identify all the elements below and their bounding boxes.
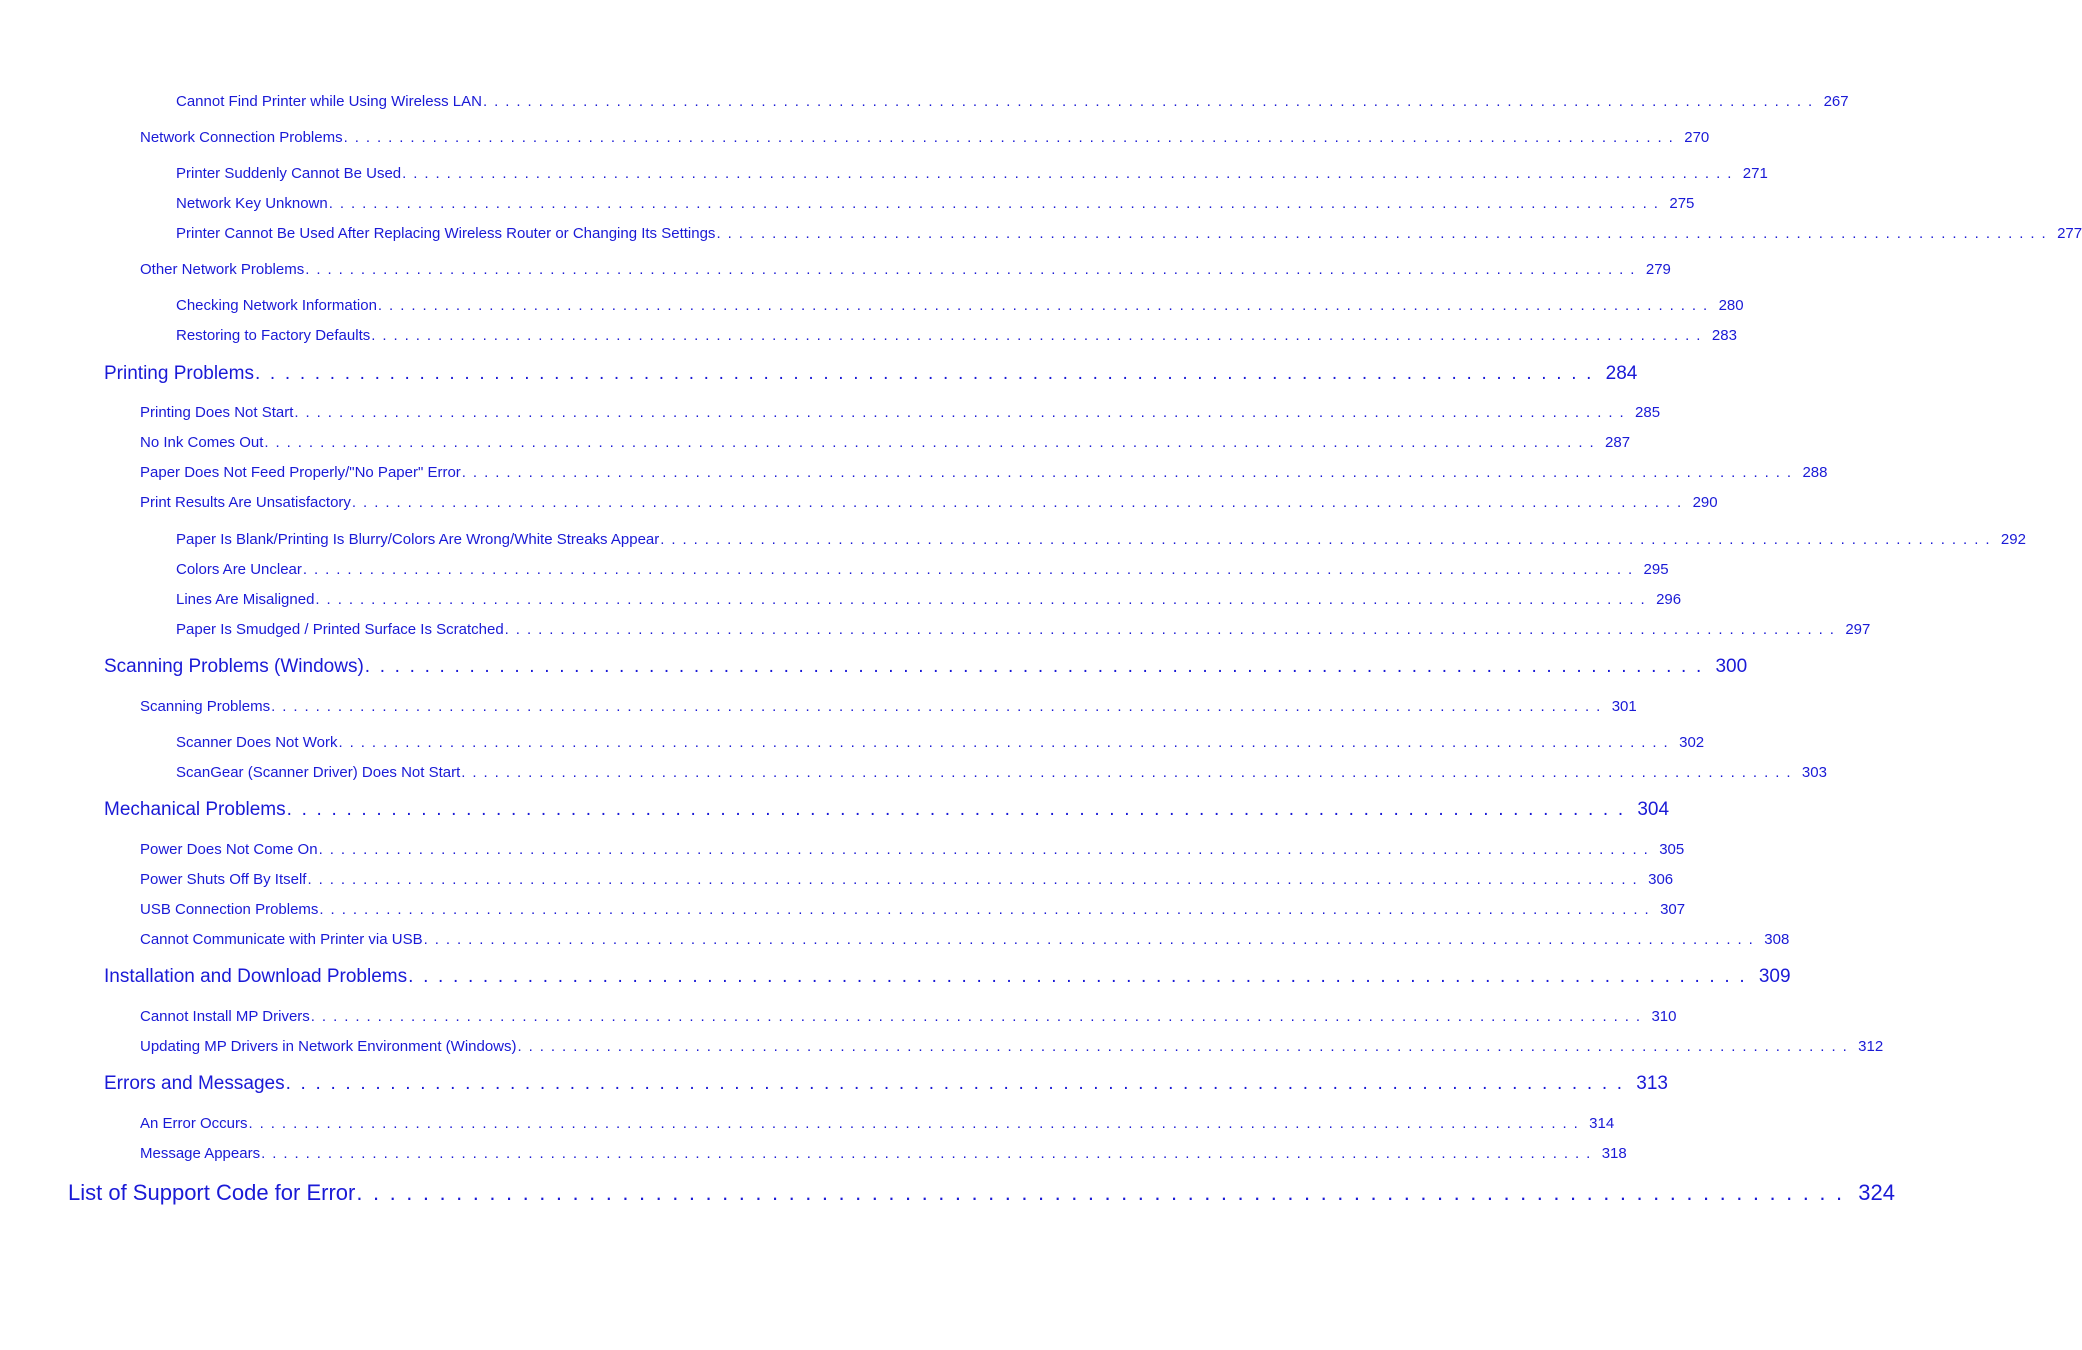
dot-leader: . . . . . . . . . . . . . . . . . . . . . . . . . . . . . . . . . . . . . . . . . . . . . . . . . . . . . . . . . . . . . . . . . . . . . . . . . . . . . . . . . . . . . . . . . . . . . . . . . . . . . . . . . . . . . . . . . . . . . . . . [482, 93, 1814, 110]
dot-leader: . . . . . . . . . . . . . . . . . . . . . . . . . . . . . . . . . . . . . . . . . . . . . . . . . . . . . . . . . . . . . . . . . . . . . . . . . . . . . . . . . . . . . . . . . . [285, 1073, 1625, 1094]
dot-leader: . . . . . . . . . . . . . . . . . . . . . . . . . . . . . . . . . . . . . . . . . . . . . . . . . . . . . . . . . . . . . . . . . . . . . . . . . . . . . . . . . . . . . . . . . . . . . . . . . . . . . . . . . . . . . . . . . . . . . . . . [423, 931, 1755, 948]
dot-leader: . . . . . . . . . . . . . . . . . . . . . . . . . . . . . . . . . . . . . . . . . . . . . . . . . . . . . . . . . . . . . . . . . . . . . . . . . . . . . . . . . . . . . . . . . . . . . . . . . . . . . . . . . . . . . . . . . . . . . . . . [294, 404, 1626, 421]
dot-leader: . . . . . . . . . . . . . . . . . . . . . . . . . . . . . . . . . . . . . . . . . . . . . . . . . . . . . . . . . . . . . . . . . . . . . . . . . . . . . . . . . . . . . . . . . . [356, 1180, 1845, 1205]
toc-entry-title: Paper Is Smudged / Printed Surface Is Scratched [176, 621, 504, 638]
toc-entry-page: 305 [1659, 841, 1685, 858]
toc-entry[interactable] [140, 1114, 1615, 1134]
dot-leader: . . . . . . . . . . . . . . . . . . . . . . . . . . . . . . . . . . . . . . . . . . . . . . . . . . . . . . . . . . . . . . . . . . . . . . . . . . . . . . . . . . . . . . . . . . . . . . . . . . . . . . . . . . . . . . . . . . . . . . . . [371, 327, 1702, 344]
toc-entry-page: 292 [2000, 531, 2026, 548]
toc-entry[interactable] [176, 92, 1849, 112]
dot-leader: . . . . . . . . . . . . . . . . . . . . . . . . . . . . . . . . . . . . . . . . . . . . . . . . . . . . . . . . . . . . . . . . . . . . . . . . . . . . . . . . . . . . . . . . . . . . . . . . . . . . . . . . . . . . . . . . . . . . . . . . [302, 561, 1634, 578]
toc-entry-title: Cannot Find Printer while Using Wireless LAN [176, 93, 482, 110]
toc-entry[interactable] [176, 296, 1744, 316]
toc-entry-page: 313 [1636, 1073, 1668, 1094]
toc-entry-title: Scanner Does Not Work [176, 734, 338, 751]
dot-leader: . . . . . . . . . . . . . . . . . . . . . . . . . . . . . . . . . . . . . . . . . . . . . . . . . . . . . . . . . . . . . . . . . . . . . . . . . . . . . . . . . . . . . . . . . . . . . . . . . . . . . . . . . . . . . . . . . . . . . . . . [319, 901, 1651, 918]
dot-leader: . . . . . . . . . . . . . . . . . . . . . . . . . . . . . . . . . . . . . . . . . . . . . . . . . . . . . . . . . . . . . . . . . . . . . . . . . . . . . . . . . . . . . . . . . . . . . . . . . . . . . . . . . . . . . . . . . . . . . . . . [305, 261, 1636, 278]
toc-entry[interactable] [68, 1179, 1895, 1207]
toc-entry-page: 296 [1656, 591, 1682, 608]
toc-entry-title: ScanGear (Scanner Driver) Does Not Start [176, 764, 461, 781]
toc-entry-title: Checking Network Information [176, 297, 377, 314]
dot-leader: . . . . . . . . . . . . . . . . . . . . . . . . . . . . . . . . . . . . . . . . . . . . . . . . . . . . . . . . . . . . . . . . . . . . . . . . . . . . . . . . . . . . . . . . . . . . . . . . . . . . . . . . . . . . . . . . . . . . . . . . [504, 621, 1836, 638]
toc-entry-title: Printer Suddenly Cannot Be Used [176, 165, 402, 182]
dot-leader: . . . . . . . . . . . . . . . . . . . . . . . . . . . . . . . . . . . . . . . . . . . . . . . . . . . . . . . . . . . . . . . . . . . . . . . . . . . . . . . . . . . . . . . . . . . . . . . . . . . . . . . . . . . . . . . . . . . . . . . . [271, 698, 1602, 715]
toc-entry-title: Other Network Problems [140, 261, 305, 278]
toc-entry-page: 307 [1660, 901, 1686, 918]
toc-entry-title: Cannot Communicate with Printer via USB [140, 931, 423, 948]
toc-entry-page: 280 [1718, 297, 1744, 314]
toc-entry-page: 288 [1802, 464, 1828, 481]
toc-entry-title: No Ink Comes Out [140, 434, 264, 451]
toc-entry-title: USB Connection Problems [140, 901, 319, 918]
toc-entry[interactable] [140, 128, 1710, 148]
toc-entry-page: 314 [1589, 1115, 1615, 1132]
toc-entry-title: Restoring to Factory Defaults [176, 327, 371, 344]
toc-entry-title: Installation and Download Problems [104, 966, 408, 987]
toc-entry[interactable] [140, 840, 1685, 860]
toc-entry[interactable] [176, 763, 1827, 783]
dot-leader: . . . . . . . . . . . . . . . . . . . . . . . . . . . . . . . . . . . . . . . . . . . . . . . . . . . . . . . . . . . . . . . . . . . . . . . . . . . . . . . . . . . . . . . . . . . . . . . . . . . . . . . . . . . . . . . . . . . . . . . . [660, 531, 1991, 548]
toc-entry-page: 303 [1801, 764, 1827, 781]
dot-leader: . . . . . . . . . . . . . . . . . . . . . . . . . . . . . . . . . . . . . . . . . . . . . . . . . . . . . . . . . . . . . . . . . . . . . . . . . . . . . . . . . . . . . . . . . . [254, 363, 1594, 384]
toc-entry[interactable] [176, 590, 1682, 610]
dot-leader: . . . . . . . . . . . . . . . . . . . . . . . . . . . . . . . . . . . . . . . . . . . . . . . . . . . . . . . . . . . . . . . . . . . . . . . . . . . . . . . . . . . . . . . . . . . . . . . . . . . . . . . . . . . . . . . . . . . . . . . . [261, 1145, 1592, 1162]
toc-entry-title: Power Does Not Come On [140, 841, 318, 858]
toc-entry[interactable] [176, 194, 1695, 214]
toc-entry-title: Power Shuts Off By Itself [140, 871, 307, 888]
toc-entry-page: 324 [1858, 1180, 1895, 1205]
toc-entry[interactable] [104, 362, 1638, 386]
dot-leader: . . . . . . . . . . . . . . . . . . . . . . . . . . . . . . . . . . . . . . . . . . . . . . . . . . . . . . . . . . . . . . . . . . . . . . . . . . . . . . . . . . . . . . . . . . . . . . . . . . . . . . . . . . . . . . . . . . . . . . . . [307, 871, 1639, 888]
toc-entry-title: Printing Does Not Start [140, 404, 294, 421]
toc-entry-title: Cannot Install MP Drivers [140, 1008, 310, 1025]
toc-entry[interactable] [104, 965, 1791, 989]
toc-entry-page: 284 [1605, 363, 1638, 384]
dot-leader: . . . . . . . . . . . . . . . . . . . . . . . . . . . . . . . . . . . . . . . . . . . . . . . . . . . . . . . . . . . . . . . . . . . . . . . . . . . . . . . . . . . . . . . . . . . . . . . . . . . . . . . . . . . . . . . . . . . . . . . . [716, 225, 2048, 242]
toc-entry-title: Printing Problems [104, 363, 254, 384]
toc-entry[interactable] [140, 870, 1674, 890]
toc-entry[interactable] [176, 326, 1737, 346]
toc-entry-page: 312 [1858, 1038, 1884, 1055]
dot-leader: . . . . . . . . . . . . . . . . . . . . . . . . . . . . . . . . . . . . . . . . . . . . . . . . . . . . . . . . . . . . . . . . . . . . . . . . . . . . . . . . . . . . . . . . . . . . . . . . . . . . . . . . . . . . . . . . . . . . . . . . [318, 841, 1650, 858]
dot-leader: . . . . . . . . . . . . . . . . . . . . . . . . . . . . . . . . . . . . . . . . . . . . . . . . . . . . . . . . . . . . . . . . . . . . . . . . . . . . . . . . . . . . . . . . . . . . . . . . . . . . . . . . . . . . . . . . . . . . . . . . [351, 494, 1683, 511]
toc-entry-page: 295 [1643, 561, 1669, 578]
toc-entry[interactable] [140, 900, 1686, 920]
toc-entry-title: Paper Does Not Feed Properly/"No Paper" Error [140, 464, 461, 481]
dot-leader: . . . . . . . . . . . . . . . . . . . . . . . . . . . . . . . . . . . . . . . . . . . . . . . . . . . . . . . . . . . . . . . . . . . . . . . . . . . . . . . . . . . . . . . . . . . . . . . . . . . . . . . . . . . . . . . . . . . . . . . . [517, 1038, 1849, 1055]
toc-entry[interactable] [140, 1007, 1677, 1027]
toc-entry-title: Printer Cannot Be Used After Replacing Wireless Router or Changing Its Settings [176, 225, 716, 242]
toc-entry[interactable] [104, 798, 1670, 822]
toc-entry-page: 301 [1611, 698, 1637, 715]
toc-entry[interactable] [176, 620, 1871, 640]
dot-leader: . . . . . . . . . . . . . . . . . . . . . . . . . . . . . . . . . . . . . . . . . . . . . . . . . . . . . . . . . . . . . . . . . . . . . . . . . . . . . . . . . . . . . . . . . . . . . . . . . . . . . . . . . . . . . . . . . . . . . . . . [343, 129, 1675, 146]
toc-entry-title: Network Connection Problems [140, 129, 343, 146]
toc-entry-page: 297 [1845, 621, 1871, 638]
toc-entry-title: Scanning Problems [140, 698, 271, 715]
toc-entry-title: Updating MP Drivers in Network Environment (Windows) [140, 1038, 517, 1055]
toc-entry-title: Mechanical Problems [104, 799, 286, 820]
toc-entry-page: 283 [1711, 327, 1737, 344]
toc-entry-page: 277 [2057, 225, 2082, 242]
toc-entry[interactable] [104, 1072, 1668, 1096]
toc-entry-title: Lines Are Misaligned [176, 591, 315, 608]
toc-entry[interactable] [176, 164, 1768, 184]
toc-entry[interactable] [176, 530, 2026, 550]
toc-entry[interactable] [140, 493, 1718, 513]
toc-entry-page: 270 [1684, 129, 1710, 146]
toc-entry-title: Scanning Problems (Windows) [104, 656, 364, 677]
toc-entry[interactable] [176, 733, 1705, 753]
toc-entry-page: 310 [1651, 1008, 1677, 1025]
toc-entry[interactable] [104, 655, 1748, 679]
toc-entry-page: 304 [1637, 799, 1670, 820]
toc-entry-title: Message Appears [140, 1145, 261, 1162]
toc-entry[interactable] [140, 260, 1671, 280]
toc-entry-title: Errors and Messages [104, 1073, 285, 1094]
toc-entry-title: List of Support Code for Error [68, 1180, 356, 1205]
toc-entry-page: 271 [1742, 165, 1768, 182]
toc-entry-title: Print Results Are Unsatisfactory [140, 494, 351, 511]
toc-entry-page: 309 [1758, 966, 1791, 987]
toc-entry-title: Network Key Unknown [176, 195, 328, 212]
dot-leader: . . . . . . . . . . . . . . . . . . . . . . . . . . . . . . . . . . . . . . . . . . . . . . . . . . . . . . . . . . . . . . . . . . . . . . . . . . . . . . . . . . . . . . . . . . [408, 966, 1747, 987]
toc-entry[interactable] [140, 463, 1828, 483]
dot-leader: . . . . . . . . . . . . . . . . . . . . . . . . . . . . . . . . . . . . . . . . . . . . . . . . . . . . . . . . . . . . . . . . . . . . . . . . . . . . . . . . . . . . . . . . . . . . . . . . . . . . . . . . . . . . . . . . . . . . . . . . [264, 434, 1596, 451]
dot-leader: . . . . . . . . . . . . . . . . . . . . . . . . . . . . . . . . . . . . . . . . . . . . . . . . . . . . . . . . . . . . . . . . . . . . . . . . . . . . . . . . . . . . . . . . . . . . . . . . . . . . . . . . . . . . . . . . . . . . . . . . [338, 734, 1670, 751]
toc-entry-page: 300 [1715, 656, 1748, 677]
dot-leader: . . . . . . . . . . . . . . . . . . . . . . . . . . . . . . . . . . . . . . . . . . . . . . . . . . . . . . . . . . . . . . . . . . . . . . . . . . . . . . . . . . . . . . . . . . . . . . . . . . . . . . . . . . . . . . . . . . . . . . . . [402, 165, 1733, 182]
toc-entry-page: 290 [1692, 494, 1718, 511]
toc-entry-page: 285 [1635, 404, 1661, 421]
dot-leader: . . . . . . . . . . . . . . . . . . . . . . . . . . . . . . . . . . . . . . . . . . . . . . . . . . . . . . . . . . . . . . . . . . . . . . . . . . . . . . . . . . . . . . . . . . . . . . . . . . . . . . . . . . . . . . . . . . . . . . . . [310, 1008, 1642, 1025]
dot-leader: . . . . . . . . . . . . . . . . . . . . . . . . . . . . . . . . . . . . . . . . . . . . . . . . . . . . . . . . . . . . . . . . . . . . . . . . . . . . . . . . . . . . . . . . . . . . . . . . . . . . . . . . . . . . . . . . . . . . . . . . [248, 1115, 1580, 1132]
toc-entry-page: 308 [1764, 931, 1790, 948]
toc-entry[interactable] [140, 1144, 1627, 1164]
dot-leader: . . . . . . . . . . . . . . . . . . . . . . . . . . . . . . . . . . . . . . . . . . . . . . . . . . . . . . . . . . . . . . . . . . . . . . . . . . . . . . . . . . . . . . . . . . . . . . . . . . . . . . . . . . . . . . . . . . . . . . . . [328, 195, 1660, 212]
dot-leader: . . . . . . . . . . . . . . . . . . . . . . . . . . . . . . . . . . . . . . . . . . . . . . . . . . . . . . . . . . . . . . . . . . . . . . . . . . . . . . . . . . . . . . . . . . . . . . . . . . . . . . . . . . . . . . . . . . . . . . . . [461, 764, 1792, 781]
dot-leader: . . . . . . . . . . . . . . . . . . . . . . . . . . . . . . . . . . . . . . . . . . . . . . . . . . . . . . . . . . . . . . . . . . . . . . . . . . . . . . . . . . . . . . . . . . [286, 799, 1626, 820]
toc-entry[interactable] [176, 560, 1669, 580]
toc-entry-page: 267 [1823, 93, 1849, 110]
toc-entry[interactable] [140, 930, 1790, 950]
toc-entry-page: 306 [1648, 871, 1674, 888]
toc-entry-page: 302 [1679, 734, 1705, 751]
toc-entry[interactable] [140, 697, 1637, 717]
toc-entry[interactable] [176, 224, 2082, 244]
toc-entry[interactable] [140, 1037, 1884, 1057]
dot-leader: . . . . . . . . . . . . . . . . . . . . . . . . . . . . . . . . . . . . . . . . . . . . . . . . . . . . . . . . . . . . . . . . . . . . . . . . . . . . . . . . . . . . . . . . . . [364, 656, 1704, 677]
toc-entry-page: 287 [1605, 434, 1631, 451]
toc-entry-title: An Error Occurs [140, 1115, 248, 1132]
dot-leader: . . . . . . . . . . . . . . . . . . . . . . . . . . . . . . . . . . . . . . . . . . . . . . . . . . . . . . . . . . . . . . . . . . . . . . . . . . . . . . . . . . . . . . . . . . . . . . . . . . . . . . . . . . . . . . . . . . . . . . . . [315, 591, 1647, 608]
toc-entry-title: Paper Is Blank/Printing Is Blurry/Colors Are Wrong/White Streaks Appear [176, 531, 660, 548]
toc-entry-page: 275 [1669, 195, 1695, 212]
toc-entry[interactable] [140, 433, 1631, 453]
dot-leader: . . . . . . . . . . . . . . . . . . . . . . . . . . . . . . . . . . . . . . . . . . . . . . . . . . . . . . . . . . . . . . . . . . . . . . . . . . . . . . . . . . . . . . . . . . . . . . . . . . . . . . . . . . . . . . . . . . . . . . . . [377, 297, 1709, 314]
toc-entry-page: 318 [1601, 1145, 1627, 1162]
toc-entry-page: 279 [1645, 261, 1671, 278]
toc-entry-title: Colors Are Unclear [176, 561, 302, 578]
toc-entry[interactable] [140, 403, 1661, 423]
dot-leader: . . . . . . . . . . . . . . . . . . . . . . . . . . . . . . . . . . . . . . . . . . . . . . . . . . . . . . . . . . . . . . . . . . . . . . . . . . . . . . . . . . . . . . . . . . . . . . . . . . . . . . . . . . . . . . . . . . . . . . . . [461, 464, 1793, 481]
